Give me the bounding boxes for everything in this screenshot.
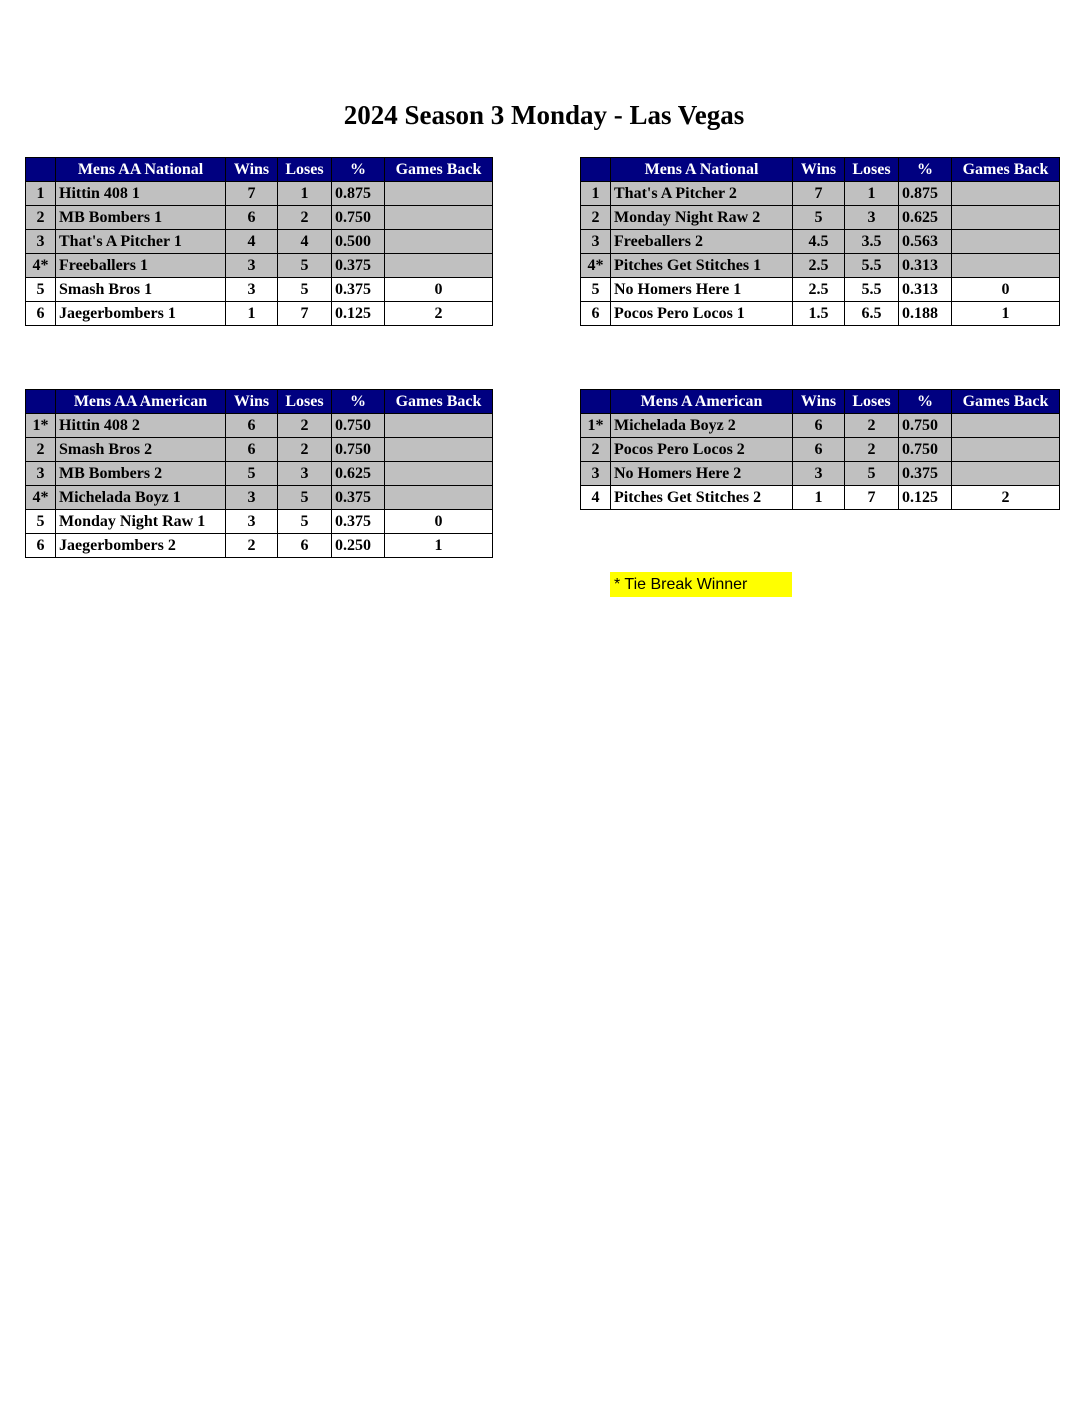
wins-cell: 7: [793, 182, 845, 206]
wins-cell: 6: [793, 414, 845, 438]
rank-cell: 3: [581, 230, 611, 254]
header-row: [26, 158, 493, 182]
games-back-cell: 0: [385, 278, 493, 302]
games-back-cell: [385, 182, 493, 206]
loses-cell: 2: [278, 206, 332, 230]
rank-header: [26, 390, 56, 414]
wins-cell: 6: [226, 414, 278, 438]
rank-header: [581, 390, 611, 414]
team-cell: Hittin 408 1: [56, 182, 226, 206]
tie-break-legend: * Tie Break Winner: [610, 572, 792, 597]
loses-cell: 5: [278, 486, 332, 510]
games-back-cell: [385, 438, 493, 462]
wins-cell: 6: [226, 206, 278, 230]
pct-cell: 0.375: [332, 254, 385, 278]
rank-cell: 6: [26, 534, 56, 558]
rank-cell: 4*: [26, 486, 56, 510]
table-row: [26, 230, 493, 254]
loses-header: Loses: [278, 158, 332, 182]
pct-cell: 0.750: [899, 414, 952, 438]
rank-header: [26, 158, 56, 182]
games-back-cell: [385, 206, 493, 230]
loses-cell: 5: [845, 462, 899, 486]
wins-cell: 6: [793, 438, 845, 462]
pct-header: %: [332, 390, 385, 414]
division-header: Mens AA American: [56, 390, 226, 414]
rank-cell: 1: [581, 182, 611, 206]
rank-cell: 1*: [581, 414, 611, 438]
wins-cell: 3: [226, 510, 278, 534]
pct-cell: 0.875: [899, 182, 952, 206]
header-row: [26, 390, 493, 414]
team-cell: Pocos Pero Locos 2: [611, 438, 793, 462]
pct-cell: 0.250: [332, 534, 385, 558]
pct-cell: 0.125: [332, 302, 385, 326]
games-back-cell: [385, 254, 493, 278]
team-cell: Pitches Get Stitches 2: [611, 486, 793, 510]
rank-header: [581, 158, 611, 182]
rank-cell: 6: [581, 302, 611, 326]
games-back-cell: [385, 486, 493, 510]
pct-cell: 0.375: [899, 462, 952, 486]
games-back-header: Games Back: [952, 158, 1060, 182]
wins-cell: 3: [226, 486, 278, 510]
rank-cell: 3: [26, 230, 56, 254]
wins-cell: 2.5: [793, 254, 845, 278]
team-cell: Monday Night Raw 1: [56, 510, 226, 534]
table-row: [581, 182, 1060, 206]
loses-cell: 2: [845, 438, 899, 462]
pct-cell: 0.750: [332, 438, 385, 462]
team-cell: Pocos Pero Locos 1: [611, 302, 793, 326]
games-back-cell: [385, 414, 493, 438]
loses-cell: 6.5: [845, 302, 899, 326]
standings-table-a-american: [580, 389, 1060, 510]
pct-cell: 0.875: [332, 182, 385, 206]
pct-cell: 0.750: [332, 414, 385, 438]
division-header: Mens AA National: [56, 158, 226, 182]
team-cell: That's A Pitcher 1: [56, 230, 226, 254]
table-row: [26, 182, 493, 206]
table-row: [26, 254, 493, 278]
games-back-cell: 0: [385, 510, 493, 534]
pct-cell: 0.375: [332, 278, 385, 302]
wins-cell: 1.5: [793, 302, 845, 326]
wins-cell: 2: [226, 534, 278, 558]
rank-cell: 4: [581, 486, 611, 510]
team-cell: Jaegerbombers 2: [56, 534, 226, 558]
pct-cell: 0.750: [899, 438, 952, 462]
loses-cell: 2: [278, 414, 332, 438]
team-cell: Freeballers 2: [611, 230, 793, 254]
header-row: [581, 390, 1060, 414]
loses-cell: 7: [278, 302, 332, 326]
table-row: [26, 414, 493, 438]
wins-header: Wins: [226, 158, 278, 182]
team-cell: Hittin 408 2: [56, 414, 226, 438]
rank-cell: 3: [581, 462, 611, 486]
games-back-header: Games Back: [385, 390, 493, 414]
pct-cell: 0.313: [899, 278, 952, 302]
loses-cell: 5: [278, 254, 332, 278]
division-header: Mens A American: [611, 390, 793, 414]
games-back-cell: [952, 438, 1060, 462]
wins-cell: 4.5: [793, 230, 845, 254]
loses-header: Loses: [845, 390, 899, 414]
rank-cell: 5: [581, 278, 611, 302]
rank-cell: 3: [26, 462, 56, 486]
rank-cell: 5: [26, 510, 56, 534]
wins-cell: 3: [793, 462, 845, 486]
team-cell: That's A Pitcher 2: [611, 182, 793, 206]
table-row: [581, 414, 1060, 438]
loses-cell: 3: [278, 462, 332, 486]
rank-cell: 4*: [26, 254, 56, 278]
games-back-cell: 1: [952, 302, 1060, 326]
loses-cell: 5: [278, 510, 332, 534]
wins-cell: 3: [226, 254, 278, 278]
games-back-cell: 0: [952, 278, 1060, 302]
team-cell: No Homers Here 1: [611, 278, 793, 302]
page-title: 2024 Season 3 Monday - Las Vegas: [343, 100, 745, 130]
loses-cell: 7: [845, 486, 899, 510]
loses-cell: 6: [278, 534, 332, 558]
standings-table-a-national: [580, 157, 1060, 326]
loses-cell: 4: [278, 230, 332, 254]
pct-header: %: [332, 158, 385, 182]
loses-cell: 2: [278, 438, 332, 462]
table-row: [26, 486, 493, 510]
pct-header: %: [899, 158, 952, 182]
games-back-cell: [952, 206, 1060, 230]
pct-cell: 0.125: [899, 486, 952, 510]
team-cell: Smash Bros 2: [56, 438, 226, 462]
loses-cell: 2: [845, 414, 899, 438]
games-back-cell: [952, 230, 1060, 254]
loses-cell: 1: [278, 182, 332, 206]
games-back-cell: [952, 182, 1060, 206]
team-cell: Jaegerbombers 1: [56, 302, 226, 326]
games-back-cell: [952, 414, 1060, 438]
games-back-cell: [952, 254, 1060, 278]
team-cell: Smash Bros 1: [56, 278, 226, 302]
team-cell: Pitches Get Stitches 1: [611, 254, 793, 278]
rank-cell: 2: [581, 438, 611, 462]
wins-cell: 6: [226, 438, 278, 462]
wins-cell: 1: [226, 302, 278, 326]
pct-cell: 0.750: [332, 206, 385, 230]
loses-header: Loses: [845, 158, 899, 182]
wins-cell: 5: [793, 206, 845, 230]
table-row: [581, 254, 1060, 278]
table-row: [26, 278, 493, 302]
wins-cell: 4: [226, 230, 278, 254]
team-cell: Michelada Boyz 1: [56, 486, 226, 510]
wins-header: Wins: [226, 390, 278, 414]
pct-cell: 0.563: [899, 230, 952, 254]
games-back-header: Games Back: [952, 390, 1060, 414]
header-row: [581, 158, 1060, 182]
table-row: [26, 462, 493, 486]
games-back-cell: 1: [385, 534, 493, 558]
games-back-cell: [385, 462, 493, 486]
loses-cell: 5.5: [845, 278, 899, 302]
pct-cell: 0.313: [899, 254, 952, 278]
table-row: [26, 438, 493, 462]
table-row: [581, 486, 1060, 510]
games-back-cell: 2: [952, 486, 1060, 510]
loses-cell: 5.5: [845, 254, 899, 278]
table-row: [581, 302, 1060, 326]
loses-cell: 3: [845, 206, 899, 230]
team-cell: No Homers Here 2: [611, 462, 793, 486]
pct-cell: 0.375: [332, 510, 385, 534]
standings-table-aa-american: [25, 389, 493, 558]
division-header: Mens A National: [611, 158, 793, 182]
games-back-cell: 2: [385, 302, 493, 326]
wins-header: Wins: [793, 158, 845, 182]
rank-cell: 4*: [581, 254, 611, 278]
pct-cell: 0.500: [332, 230, 385, 254]
rank-cell: 2: [581, 206, 611, 230]
table-row: [26, 534, 493, 558]
loses-cell: 5: [278, 278, 332, 302]
table-row: [581, 278, 1060, 302]
team-cell: Michelada Boyz 2: [611, 414, 793, 438]
pct-cell: 0.625: [332, 462, 385, 486]
wins-header: Wins: [793, 390, 845, 414]
wins-cell: 7: [226, 182, 278, 206]
games-back-cell: [952, 462, 1060, 486]
pct-header: %: [899, 390, 952, 414]
loses-header: Loses: [278, 390, 332, 414]
pct-cell: 0.375: [332, 486, 385, 510]
team-cell: MB Bombers 1: [56, 206, 226, 230]
games-back-cell: [385, 230, 493, 254]
table-row: [581, 462, 1060, 486]
loses-cell: 3.5: [845, 230, 899, 254]
rank-cell: 2: [26, 206, 56, 230]
table-row: [26, 206, 493, 230]
table-row: [581, 438, 1060, 462]
table-row: [581, 206, 1060, 230]
table-row: [26, 510, 493, 534]
rank-cell: 5: [26, 278, 56, 302]
team-cell: MB Bombers 2: [56, 462, 226, 486]
rank-cell: 1*: [26, 414, 56, 438]
standings-table-aa-national: [25, 157, 493, 326]
table-row: [26, 302, 493, 326]
team-cell: Freeballers 1: [56, 254, 226, 278]
games-back-header: Games Back: [385, 158, 493, 182]
loses-cell: 1: [845, 182, 899, 206]
pct-cell: 0.188: [899, 302, 952, 326]
wins-cell: 2.5: [793, 278, 845, 302]
table-row: [581, 230, 1060, 254]
pct-cell: 0.625: [899, 206, 952, 230]
team-cell: Monday Night Raw 2: [611, 206, 793, 230]
rank-cell: 1: [26, 182, 56, 206]
wins-cell: 1: [793, 486, 845, 510]
wins-cell: 3: [226, 278, 278, 302]
rank-cell: 6: [26, 302, 56, 326]
wins-cell: 5: [226, 462, 278, 486]
rank-cell: 2: [26, 438, 56, 462]
